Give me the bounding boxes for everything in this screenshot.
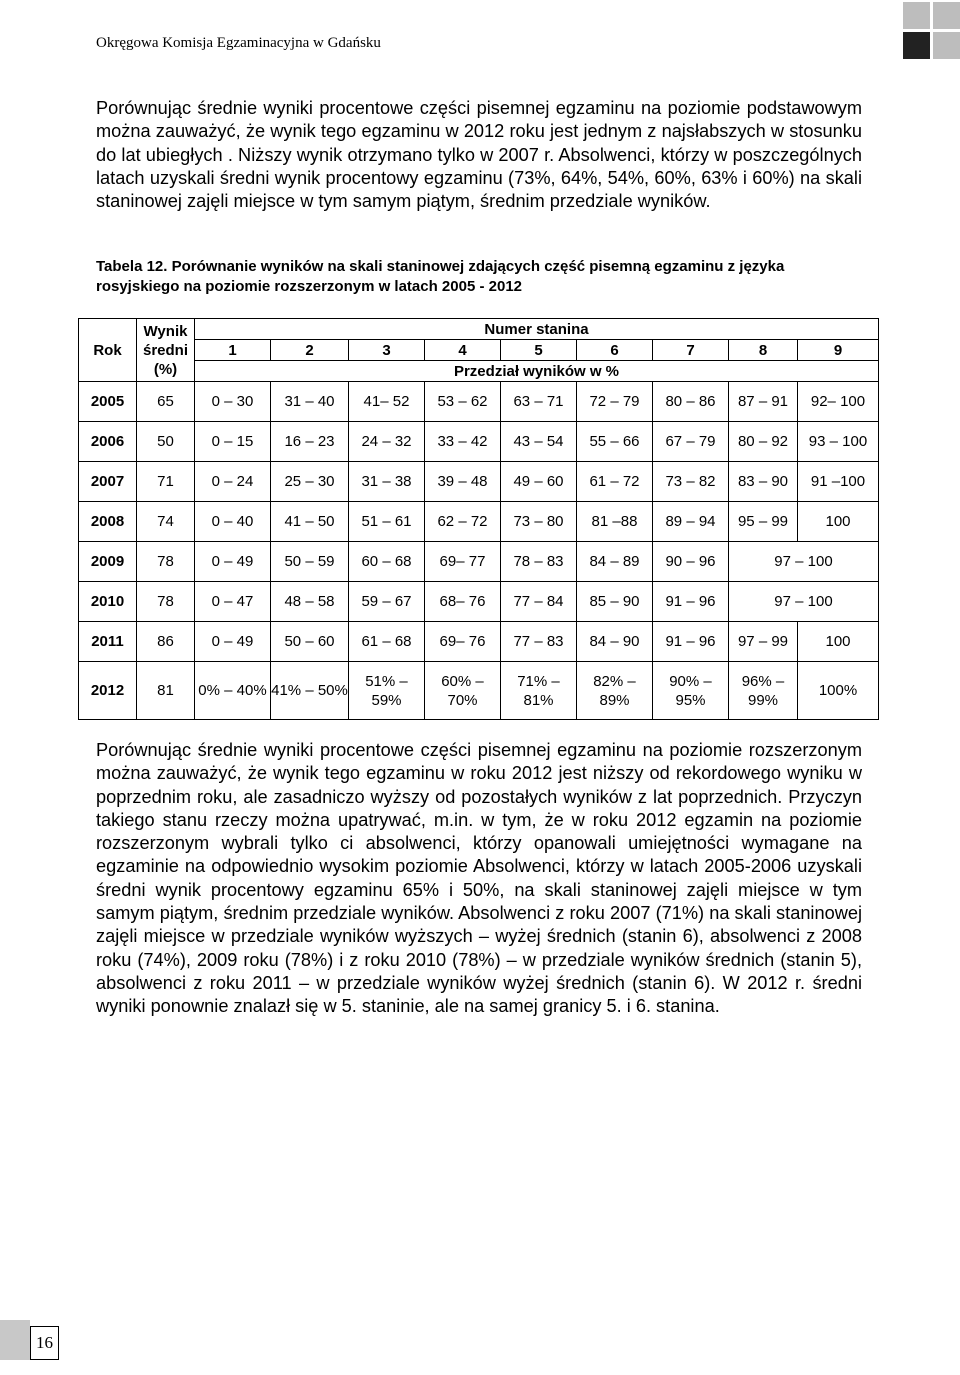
mean-cell: 78 [137, 542, 195, 582]
range-cell: 85 – 90 [577, 582, 653, 622]
header-wynik: Wynik średni (%) [137, 319, 195, 382]
stanine-number: 8 [729, 340, 798, 361]
mean-cell: 86 [137, 622, 195, 662]
range-cell: 0 – 30 [195, 382, 271, 422]
range-cell: 16 – 23 [271, 422, 349, 462]
page-number-box [0, 1320, 60, 1360]
range-cell: 91 –100 [798, 462, 879, 502]
range-cell: 82% – 89% [577, 662, 653, 720]
range-cell: 77 – 83 [501, 622, 577, 662]
range-cell: 67 – 79 [653, 422, 729, 462]
range-cell: 84 – 90 [577, 622, 653, 662]
range-cell: 96% – 99% [729, 662, 798, 720]
header-rok: Rok [79, 319, 137, 382]
range-cell: 100 [798, 502, 879, 542]
range-cell: 91 – 96 [653, 622, 729, 662]
mean-cell: 74 [137, 502, 195, 542]
year-cell: 2011 [79, 622, 137, 662]
range-cell: 81 –88 [577, 502, 653, 542]
range-cell: 25 – 30 [271, 462, 349, 502]
range-cell: 41 – 50 [271, 502, 349, 542]
stanine-number: 4 [425, 340, 501, 361]
range-cell: 97 – 100 [729, 582, 879, 622]
year-cell: 2009 [79, 542, 137, 582]
range-cell: 24 – 32 [349, 422, 425, 462]
range-cell: 84 – 89 [577, 542, 653, 582]
range-cell: 90% – 95% [653, 662, 729, 720]
year-cell: 2007 [79, 462, 137, 502]
year-cell: 2010 [79, 582, 137, 622]
range-cell: 100 [798, 622, 879, 662]
range-cell: 33 – 42 [425, 422, 501, 462]
range-cell: 83 – 90 [729, 462, 798, 502]
range-cell: 48 – 58 [271, 582, 349, 622]
year-cell: 2006 [79, 422, 137, 462]
range-cell: 41– 52 [349, 382, 425, 422]
stanine-numbers-row [79, 340, 879, 361]
logo-squares [903, 2, 960, 59]
range-cell: 49 – 60 [501, 462, 577, 502]
stanine-number: 1 [195, 340, 271, 361]
stanine-number: 9 [798, 340, 879, 361]
range-cell: 0 – 24 [195, 462, 271, 502]
year-cell: 2005 [79, 382, 137, 422]
stanine-number: 3 [349, 340, 425, 361]
range-cell: 59 – 67 [349, 582, 425, 622]
range-cell: 73 – 82 [653, 462, 729, 502]
stanine-number: 7 [653, 340, 729, 361]
range-cell: 39 – 48 [425, 462, 501, 502]
range-cell: 69– 77 [425, 542, 501, 582]
table-row [79, 542, 879, 582]
table-row [79, 382, 879, 422]
table-row [79, 622, 879, 662]
stanine-table [78, 318, 879, 720]
przedzial-row [79, 361, 879, 382]
range-cell: 61 – 72 [577, 462, 653, 502]
range-cell: 100% [798, 662, 879, 720]
page-number: 16 [30, 1326, 59, 1360]
range-cell: 77 – 84 [501, 582, 577, 622]
header-przedzial: Przedział wyników w % [195, 361, 879, 382]
range-cell: 31 – 38 [349, 462, 425, 502]
range-cell: 80 – 92 [729, 422, 798, 462]
range-cell: 73 – 80 [501, 502, 577, 542]
range-cell: 72 – 79 [577, 382, 653, 422]
range-cell: 80 – 86 [653, 382, 729, 422]
range-cell: 92– 100 [798, 382, 879, 422]
mean-cell: 71 [137, 462, 195, 502]
range-cell: 0 – 15 [195, 422, 271, 462]
range-cell: 97 – 99 [729, 622, 798, 662]
range-cell: 63 – 71 [501, 382, 577, 422]
table-header-row [79, 319, 879, 340]
mean-cell: 50 [137, 422, 195, 462]
page-header: Okręgowa Komisja Egzaminacyjna w Gdańsku [96, 35, 381, 51]
range-cell: 0 – 47 [195, 582, 271, 622]
year-cell: 2008 [79, 502, 137, 542]
range-cell: 97 – 100 [729, 542, 879, 582]
range-cell: 90 – 96 [653, 542, 729, 582]
range-cell: 53 – 62 [425, 382, 501, 422]
table-row [79, 502, 879, 542]
range-cell: 89 – 94 [653, 502, 729, 542]
stanine-number: 2 [271, 340, 349, 361]
range-cell: 78 – 83 [501, 542, 577, 582]
range-cell: 93 – 100 [798, 422, 879, 462]
range-cell: 0% – 40% [195, 662, 271, 720]
table-caption: Tabela 12. Porównanie wyników na skali staninowej zdających część pisemną egzaminu z języka rosyjskiego na poziomie rozszerzonym w latach 2005 - 2012 [96, 258, 785, 295]
paragraph-analysis: Porównując średnie wyniki procentowe części pisemnej egzaminu na poziomie rozszerzonym można zauważyć, że wynik tego egzaminu w roku 2012 jest niższy od rekordowego wyniku w poprzednim roku, ale zasadniczo wyższy od pozostałych wyników z lat poprzednich. Przyczyn takiego stanu rzeczy można upatrywać, m.in. w tym, że w roku 2012 egzamin na poziomie rozszerzonym wybrali tylko ci absolwenci, którzy opanowali umiejętności wymagane na egzaminie na odpowiednio wysokim poziomie Absolwenci, którzy w latach 2005-2006 uzyskali średni wynik procentowy egzaminu 65% i 50%, na skali staninowej zajęli miejsce w tym samym piątym, średnim przedziale wyników. Absolwenci z roku 2007 (71%) na skali staninowej zajęli miejsce w przedziale wyników wyższych – wyżej średnich (stanin 6), absolwenci z 2008 roku (74%), 2009 roku (78%) i z roku 2010 (78%) – w przedziale wyników średnich (stanin 5), absolwenci z roku 2011 – w przedziale wyników wyżej średnich (stanin 6). W 2012 r. średni wyniki ponownie znalazł się w 5. staninie, ale na samej granicy 5. i 6. stanina. [96, 740, 862, 1017]
range-cell: 50 – 59 [271, 542, 349, 582]
range-cell: 71% – 81% [501, 662, 577, 720]
range-cell: 91 – 96 [653, 582, 729, 622]
stanine-number: 6 [577, 340, 653, 361]
stanine-number: 5 [501, 340, 577, 361]
range-cell: 60 – 68 [349, 542, 425, 582]
table-row [79, 582, 879, 622]
header-numer-stanina: Numer stanina [195, 319, 879, 340]
range-cell: 51% – 59% [349, 662, 425, 720]
year-cell: 2012 [79, 662, 137, 720]
range-cell: 0 – 40 [195, 502, 271, 542]
range-cell: 51 – 61 [349, 502, 425, 542]
table-row [79, 462, 879, 502]
mean-cell: 81 [137, 662, 195, 720]
range-cell: 87 – 91 [729, 382, 798, 422]
range-cell: 60% – 70% [425, 662, 501, 720]
range-cell: 55 – 66 [577, 422, 653, 462]
range-cell: 43 – 54 [501, 422, 577, 462]
mean-cell: 65 [137, 382, 195, 422]
range-cell: 69– 76 [425, 622, 501, 662]
range-cell: 50 – 60 [271, 622, 349, 662]
range-cell: 41% – 50% [271, 662, 349, 720]
range-cell: 68– 76 [425, 582, 501, 622]
range-cell: 0 – 49 [195, 542, 271, 582]
range-cell: 62 – 72 [425, 502, 501, 542]
range-cell: 61 – 68 [349, 622, 425, 662]
paragraph-intro: Porównując średnie wyniki procentowe części pisemnej egzaminu na poziomie podstawowym można zauważyć, że wynik tego egzaminu w 2012 roku jest jednym z najsłabszych w stosunku do lat ubiegłych . Niższy wynik otrzymano tylko w 2007 r. Absolwenci, którzy w poszczególnych latach uzyskali średni wynik procentowy egzaminu (73%, 64%, 54%, 60%, 63% i 60%) na skali staninowej zajęli miejsce w tym samym piątym, średnim przedziale wyników. [96, 98, 862, 212]
table-row [79, 662, 879, 720]
table-row [79, 422, 879, 462]
range-cell: 0 – 49 [195, 622, 271, 662]
page-number-shade [0, 1320, 30, 1360]
range-cell: 95 – 99 [729, 502, 798, 542]
range-cell: 31 – 40 [271, 382, 349, 422]
mean-cell: 78 [137, 582, 195, 622]
